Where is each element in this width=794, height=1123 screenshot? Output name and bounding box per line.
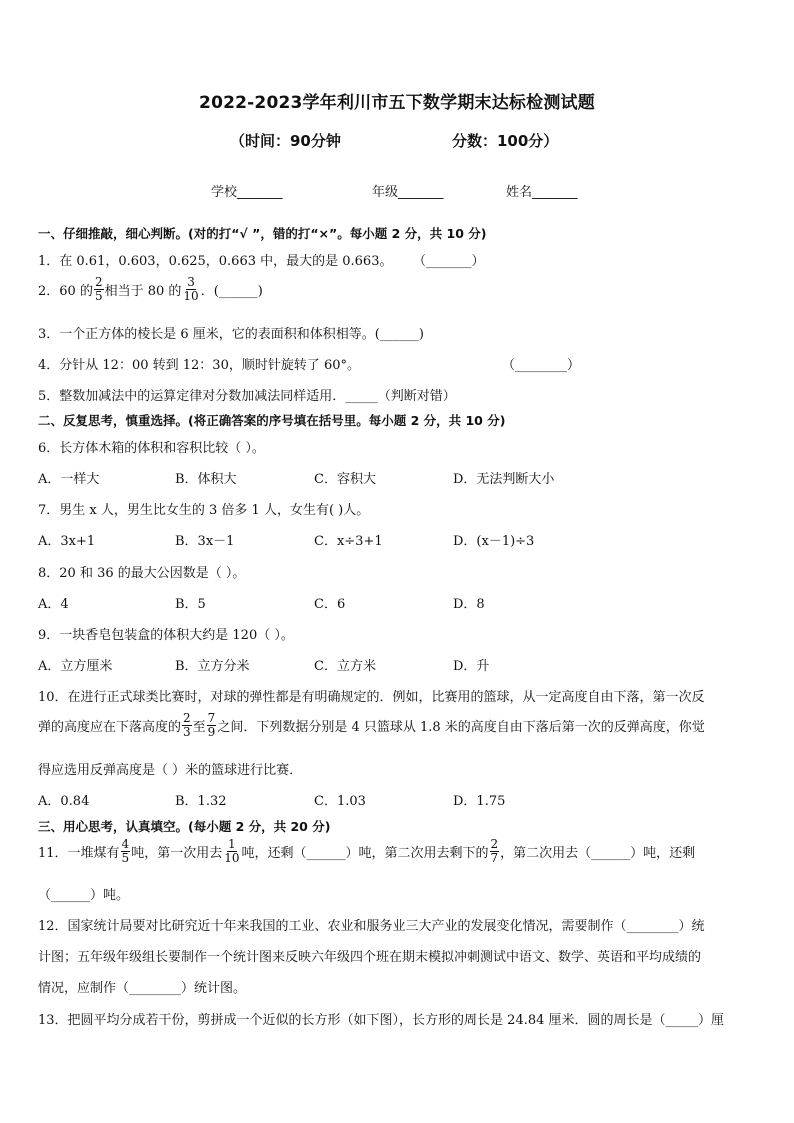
q7-option-c[interactable]: C．x÷3+1	[314, 534, 383, 549]
question-12-line-3: 情况，应制作（________）统计图。	[38, 981, 247, 996]
q6-option-d[interactable]: D．无法判断大小	[453, 472, 555, 487]
question-10-line-1: 10．在进行正式球类比赛时，对球的弹性都是有明确规定的．例如，比赛用的篮球，从一定高度自由下落，第一次反	[38, 690, 705, 705]
denominator: 9	[207, 725, 216, 739]
question-9: 9．一块香皂包装盒的体积大约是 120（ ）。	[38, 628, 294, 643]
fraction-2-3	[182, 712, 192, 739]
q7-option-a[interactable]: A．3x+1	[38, 534, 96, 549]
question-12-line-1: 12．国家统计局要对比研究近十年来我国的工业、农业和服务业三大产业的发展变化情况，需要制作（________）统	[38, 919, 705, 934]
q10-option-c[interactable]: C．1.03	[314, 794, 366, 809]
question-2-text-b: 相当于 80 的	[104, 284, 182, 299]
q7-option-d[interactable]: D．(x－1)÷3	[453, 534, 535, 549]
numerator: 2	[94, 275, 103, 289]
q10-option-a[interactable]: A．0.84	[38, 794, 90, 809]
q6-option-c[interactable]: C．容积大	[314, 472, 376, 487]
question-10-line-2	[38, 712, 705, 739]
question-2-text-c[interactable]: ．(______)	[200, 284, 263, 299]
question-2	[38, 276, 263, 303]
question-13: 13．把圆平均分成若干份，剪拼成一个近似的长方形（如下图），长方形的周长是 24.84 厘米．圆的周长是（_____）厘	[38, 1013, 725, 1028]
question-1-answer-blank[interactable]: （_______）	[413, 254, 485, 269]
q10-text-b: 至	[192, 720, 206, 735]
question-1: 1．在 0.61，0.603，0.625，0.663 中，最大的是 0.663。	[38, 254, 393, 269]
page-title: 2022-2023学年利川市五下数学期末达标检测试题	[199, 93, 595, 113]
numerator: 4	[121, 837, 130, 851]
section-1-heading: 一、仔细推敲，细心判断。(对的打“√ ”，错的打“×”。每小题 2 分，共 10 分)	[38, 226, 487, 241]
exam-time: （时间：90分钟	[230, 132, 341, 150]
question-11-line-1	[38, 838, 695, 865]
question-8: 8．20 和 36 的最大公因数是（ ）。	[38, 566, 246, 581]
q11-text-a: 11．一堆煤有	[38, 846, 120, 861]
denominator: 5	[121, 851, 130, 865]
school-field[interactable]: 学校_______	[211, 185, 283, 200]
numerator: 2	[183, 711, 191, 725]
q10-option-b[interactable]: B．1.32	[175, 794, 227, 809]
q9-option-b[interactable]: B．立方分米	[175, 659, 250, 674]
q10-text-c: 之间．下列数据分别是 4 只篮球从 1.8 米的高度自由下落后第一次的反弹高度，你觉	[217, 720, 705, 735]
q7-option-b[interactable]: B．3x－1	[175, 534, 235, 549]
fraction-2-7	[490, 838, 500, 865]
question-2-text-a: 2．60 的	[38, 284, 93, 299]
denominator: 5	[94, 289, 103, 303]
section-2-heading: 二、反复思考，慎重选择。(将正确答案的序号填在括号里。每小题 2 分，共 10 分)	[38, 413, 506, 428]
q10-option-d[interactable]: D．1.75	[453, 794, 506, 809]
denominator: 7	[490, 851, 499, 865]
denominator: 10	[224, 851, 240, 865]
q8-option-c[interactable]: C．6	[314, 597, 346, 612]
q8-option-a[interactable]: A．4	[38, 597, 69, 612]
q9-option-a[interactable]: A．立方厘米	[38, 659, 113, 674]
denominator: 3	[183, 725, 191, 739]
numerator: 1	[228, 837, 236, 851]
q6-option-a[interactable]: A．一样大	[38, 472, 100, 487]
q6-option-b[interactable]: B．体积大	[175, 472, 237, 487]
grade-field[interactable]: 年级_______	[372, 185, 444, 200]
fraction-4-5	[121, 838, 131, 865]
q9-option-d[interactable]: D．升	[453, 659, 490, 674]
denominator: 10	[183, 289, 199, 303]
question-7: 7．男生 x 人，男生比女生的 3 倍多 1 人，女生有( )人。	[38, 503, 370, 518]
question-10-line-3: 得应选用反弹高度是（ ）米的篮球进行比赛．	[38, 763, 303, 778]
fraction-1-10	[223, 838, 240, 865]
q8-option-b[interactable]: B．5	[175, 597, 206, 612]
question-5: 5．整数加减法中的运算定律对分数加减法同样适用．_____（判断对错）	[38, 389, 456, 404]
question-11-line-2[interactable]: （______）吨。	[38, 888, 130, 903]
q9-option-c[interactable]: C．立方米	[314, 659, 376, 674]
question-4: 4．分针从 12：00 转到 12：30，顺时针旋转了 60°。	[38, 358, 361, 373]
fraction-2-5	[94, 276, 104, 303]
fraction-3-10	[182, 276, 199, 303]
section-3-heading: 三、用心思考，认真填空。(每小题 2 分，共 20 分)	[38, 819, 331, 834]
question-3: 3．一个正方体的棱长是 6 厘米，它的表面积和体积相等。(______)	[38, 327, 424, 342]
name-field[interactable]: 姓名_______	[506, 185, 578, 200]
q11-text-d[interactable]: ，第二次用去（______）吨，还剩	[500, 846, 696, 861]
numerator: 2	[490, 837, 499, 851]
question-4-answer-blank[interactable]: （________）	[502, 358, 581, 373]
numerator: 7	[207, 711, 216, 725]
q10-text-a: 弹的高度应在下落高度的	[38, 720, 182, 735]
fraction-7-9	[207, 712, 217, 739]
q11-text-b: 吨，第一次用去	[131, 846, 223, 861]
question-12-line-2: 计图；五年级年级组长要制作一个统计图来反映六年级四个班在期末模拟冲刺测试中语文、数学、英语和平均成绩的	[38, 950, 702, 965]
exam-score: 分数：100分）	[452, 132, 559, 150]
question-6: 6．长方体木箱的体积和容积比较（ ）。	[38, 441, 265, 456]
q11-text-c[interactable]: 吨，还剩（______）吨，第二次用去剩下的	[241, 846, 489, 861]
numerator: 3	[187, 275, 195, 289]
q8-option-d[interactable]: D．8	[453, 597, 485, 612]
